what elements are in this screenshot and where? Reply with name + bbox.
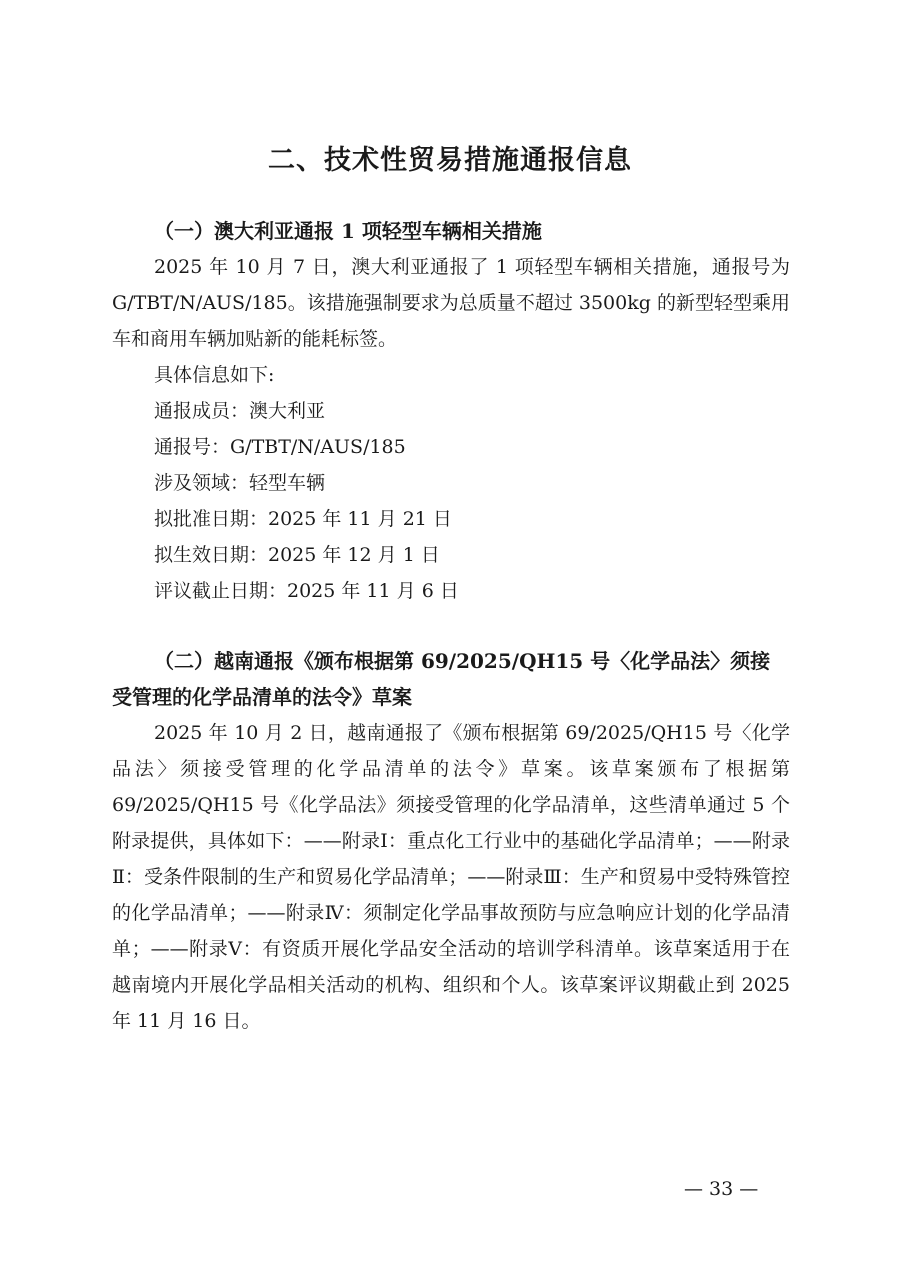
page-title: 二、技术性贸易措施通报信息 bbox=[268, 145, 632, 176]
section2-heading: （二）越南通报《颁布根据第 69/2025/QH15 号〈化学品法〉须接受管理的化学品清单的法令》草案 bbox=[112, 649, 771, 709]
section1-member: 通报成员：澳大利亚 bbox=[154, 400, 326, 422]
section1-heading: （一）澳大利亚通报 1 项轻型车辆相关措施 bbox=[154, 219, 542, 243]
section-spacer bbox=[112, 609, 790, 643]
section2-paragraph: 2025 年 10 月 2 日，越南通报了《颁布根据第 69/2025/QH15 号〈化学品法〉须接受管理的化学品清单的法令》草案。该草案颁布了根据第 69/2025/QH15 号《化学品法》须接受管理的化学品清单，这些清单通过 5 个附录提供，具体如下：——附录Ⅰ：重点化工行业中的基础化学品清单；——附录Ⅱ：受条件限制的生产和贸易化学品清单；——附录Ⅲ：生产和贸易中受特殊管控的化学品清单；——附录Ⅳ：须制定化学品事故预防与应急响应计划的化学品清单；——附录Ⅴ：有资质开展化学品安全活动的培训学科清单。该草案适用于在越南境内开展化学品相关活动的机构、组织和个人。该草案评议期截止到 2025 年 11 月 16 日。 bbox=[112, 722, 790, 1032]
section1-details-intro: 具体信息如下: bbox=[154, 364, 275, 386]
page-number: — 33 — bbox=[684, 1178, 759, 1200]
section1-effective-date: 拟生效日期：2025 年 12 月 1 日 bbox=[154, 544, 440, 566]
section1-paragraph: 2025 年 10 月 7 日，澳大利亚通报了 1 项轻型车辆相关措施，通报号为 G/TBT/N/AUS/185。该措施强制要求为总质量不超过 3500kg 的新型轻型乘用车和商用车辆加贴新的能耗标签。 bbox=[112, 256, 790, 350]
section1-notification-no: 通报号：G/TBT/N/AUS/185 bbox=[154, 436, 406, 458]
section1-comment-deadline: 评议截止日期：2025 年 11 月 6 日 bbox=[154, 580, 459, 602]
section1-field: 涉及领域：轻型车辆 bbox=[154, 472, 326, 494]
document-body bbox=[112, 213, 790, 1039]
section1-approval-date: 拟批准日期：2025 年 11 月 21 日 bbox=[154, 508, 452, 530]
